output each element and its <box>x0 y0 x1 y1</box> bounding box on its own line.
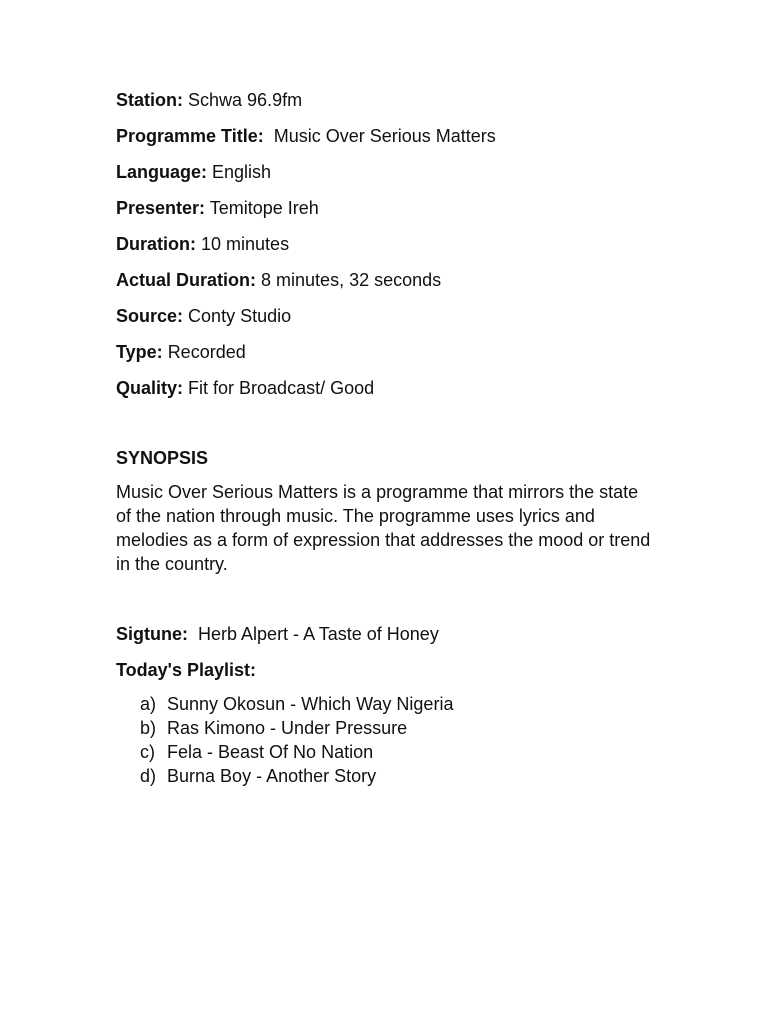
list-item <box>140 740 676 764</box>
field-duration <box>116 230 676 266</box>
list-item-text: Ras Kimono - Under Pressure <box>167 718 408 738</box>
field-label: Quality: <box>116 378 184 398</box>
synopsis-text: Music Over Serious Matters is a programme that mirrors the state of the nation through music. The programme uses lyrics and melodies as a form of expression that addresses the mood or trend in the country. <box>116 482 651 574</box>
document-page <box>116 86 676 788</box>
list-marker: c) <box>140 742 155 762</box>
field-presenter <box>116 194 676 230</box>
list-item-text: Sunny Okosun - Which Way Nigeria <box>167 694 454 714</box>
list-marker: d) <box>140 766 157 786</box>
field-value: Fit for Broadcast/ Good <box>188 378 375 398</box>
field-label: Language: <box>116 162 208 182</box>
synopsis-heading: SYNOPSIS <box>116 448 209 468</box>
spacer <box>116 410 676 444</box>
list-item <box>140 716 676 740</box>
spacer <box>116 576 676 620</box>
field-value: Music Over Serious Matters <box>273 126 496 146</box>
field-label: Sigtune: <box>116 624 188 644</box>
field-value: Conty Studio <box>188 306 292 326</box>
field-type <box>116 338 676 374</box>
field-value: 10 minutes <box>201 234 290 254</box>
list-item <box>140 692 676 716</box>
field-sigtune <box>116 620 676 656</box>
field-programme-title <box>116 122 676 158</box>
list-marker: b) <box>140 718 157 738</box>
field-label: Station: <box>116 90 183 110</box>
list-item <box>140 764 676 788</box>
field-label: Source: <box>116 306 184 326</box>
field-value: English <box>212 162 272 182</box>
field-actual-duration <box>116 266 676 302</box>
field-value: Herb Alpert - A Taste of Honey <box>198 624 439 644</box>
field-quality <box>116 374 676 410</box>
field-value: Recorded <box>167 342 246 362</box>
field-value: Temitope Ireh <box>209 198 319 218</box>
field-label: Programme Title: <box>116 126 264 146</box>
playlist <box>116 692 676 788</box>
field-language <box>116 158 676 194</box>
field-station <box>116 86 676 122</box>
list-item-text: Burna Boy - Another Story <box>167 766 377 786</box>
field-label: Duration: <box>116 234 196 254</box>
list-marker: a) <box>140 694 157 714</box>
field-label: Type: <box>116 342 163 362</box>
field-value: Schwa 96.9fm <box>188 90 303 110</box>
field-label: Actual Duration: <box>116 270 257 290</box>
field-source <box>116 302 676 338</box>
list-item-text: Fela - Beast Of No Nation <box>167 742 374 762</box>
playlist-heading: Today's Playlist: <box>116 660 256 680</box>
field-value: 8 minutes, 32 seconds <box>261 270 442 290</box>
field-label: Presenter: <box>116 198 206 218</box>
